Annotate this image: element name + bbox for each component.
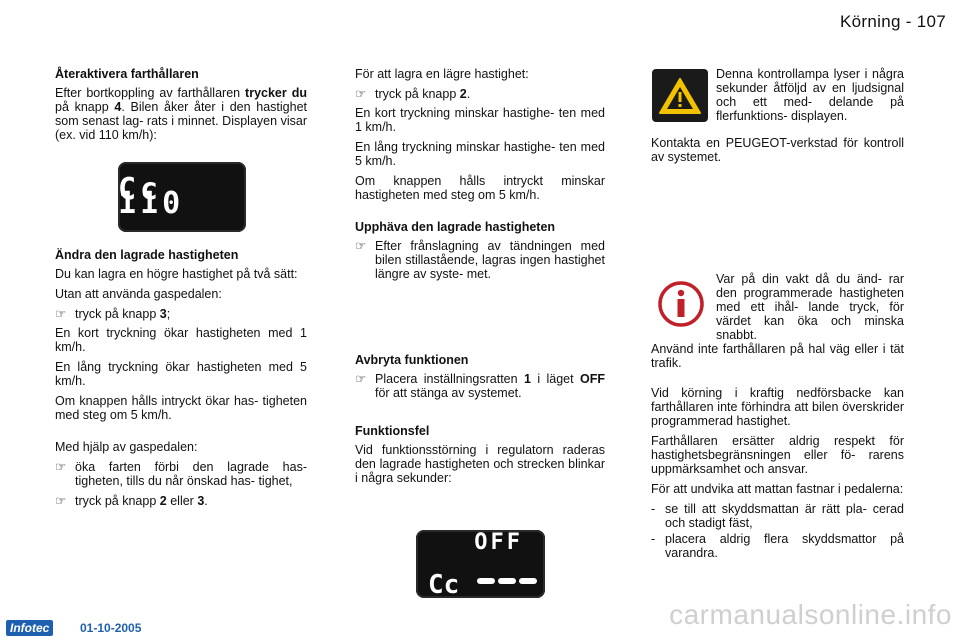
bullet-press-2-or-3: ☞ tryck på knapp 2 eller 3. (55, 494, 208, 508)
watermark: carmanualsonline.info (669, 599, 952, 630)
lcd-off-text: OFF (474, 530, 523, 555)
lcd-display-off (416, 530, 545, 598)
dash-item-no-stacking: - placera aldrig flera skyddsmattor på varandra. (651, 532, 904, 560)
heading-change-speed: Ändra den lagrade hastigheten (55, 248, 239, 262)
paragraph-without-pedal: Utan att använda gaspedalen: (55, 287, 222, 301)
lcd-display-text: Cc 110 (118, 172, 185, 221)
paragraph-hold-decrease: Om knappen hålls intryckt minskar hastigheten med steg om 5 km/h. (355, 174, 605, 202)
bullet-dial-off: ☞ Placera inställningsratten 1 i läget OFF för att stänga av systemet. (355, 372, 605, 400)
dash-item-mat-placed: - se till att skyddsmattan är rätt pla- cerad och stadigt fäst, (651, 502, 904, 530)
column-3-lower (651, 342, 904, 562)
pointing-hand-icon: ☞ (355, 239, 367, 253)
column-1 (55, 67, 307, 148)
paragraph-short-press: En kort tryckning ökar hastigheten med 1 km/h. (55, 326, 307, 354)
bullet-press-3: ☞ tryck på knapp 3; (55, 307, 171, 321)
paragraph-slippery-road: Använd inte farthållaren på hal väg eller i tät trafik. (651, 342, 904, 370)
paragraph-lower-speed: För att lagra en lägre hastighet: (355, 67, 529, 81)
paragraph-with-pedal: Med hjälp av gaspedalen: (55, 440, 198, 454)
paragraph-reactivate: Efter bortkoppling av farthållaren trycker du på knapp 4. Bilen åker åter i den hastighet som senast lag- rats i minnet. Displayen visar (ex. vid 110 km/h): (55, 86, 308, 142)
paragraph-respect-limit: Farthållaren ersätter aldrig respekt för hastighetsbegränsningen eller fö- rarens uppmärksamhet och ansvar. (651, 434, 904, 476)
pointing-hand-icon: ☞ (55, 460, 67, 474)
heading-reactivate: Återaktivera farthållaren (55, 67, 199, 81)
lcd-dashes (477, 578, 537, 584)
lcd-cc-text: Cc (428, 570, 460, 600)
paragraph-long-press-decrease: En lång tryckning minskar hastighe- ten med 5 km/h. (355, 140, 605, 168)
column-2-lower (355, 353, 605, 491)
warning-triangle-icon (652, 69, 708, 122)
paragraph-mats: För att undvika att mattan fastnar i pedalerna: (651, 482, 904, 496)
heading-cancel-speed: Upphäva den lagrade hastigheten (355, 220, 556, 234)
info-icon (656, 279, 706, 329)
bullet-accelerate: ☞ öka farten förbi den lagrade has- tigheten, tills du når önskad has- tighet, (55, 460, 307, 488)
column-2 (355, 67, 605, 286)
paragraph-two-ways: Du kan lagra en högre hastighet på två sätt: (55, 267, 298, 281)
heading-fault: Funktionsfel (355, 424, 430, 438)
paragraph-long-press: En lång tryckning ökar hastigheten med 5 km/h. (55, 360, 307, 388)
pointing-hand-icon: ☞ (55, 307, 67, 321)
pointing-hand-icon: ☞ (55, 494, 67, 508)
paragraph-downhill: Vid körning i kraftig nedförsbacke kan farthållaren inte förhindra att bilen överskrider programmerad hastighet. (651, 386, 904, 428)
infotec-logo: Infotec (6, 620, 53, 636)
page-title: Körning - 107 (840, 12, 946, 31)
footer-date: 01-10-2005 (80, 621, 142, 635)
paragraph-contact-peugeot: Kontakta en PEUGEOT-verkstad för kontroll av systemet. (651, 136, 904, 164)
column-1-lower (55, 248, 307, 513)
paragraph-fault: Vid funktionsstörning i regulatorn raderas den lagrade hastigheten och strecken blinkar i några sekunder: (355, 443, 605, 485)
bullet-press-2: ☞ tryck på knapp 2. (355, 87, 471, 101)
pointing-hand-icon: ☞ (355, 87, 367, 101)
paragraph-short-press-decrease: En kort tryckning minskar hastighe- ten med 1 km/h. (355, 106, 605, 134)
bullet-ignition-off: ☞ Efter frånslagning av tändningen med bilen stillastående, lagras ingen hastighet längre av syste- met. (355, 239, 605, 281)
heading-stop-function: Avbryta funktionen (355, 353, 469, 367)
warning-text: Denna kontrollampa lyser i några sekunder åtföljd av en ljudsignal och ett med- delande på flerfunktions- displayen. (716, 67, 904, 123)
lcd-display-cc-110 (118, 162, 246, 232)
info-text: Var på din vakt då du änd- rar den programmerade hastigheten med ett ihål- lande tryck, för värdet kan öka och minska snabbt. (716, 272, 904, 342)
paragraph-hold: Om knappen hålls intryckt ökar has- tigheten med steg om 5 km/h. (55, 394, 307, 422)
pointing-hand-icon: ☞ (355, 372, 367, 386)
